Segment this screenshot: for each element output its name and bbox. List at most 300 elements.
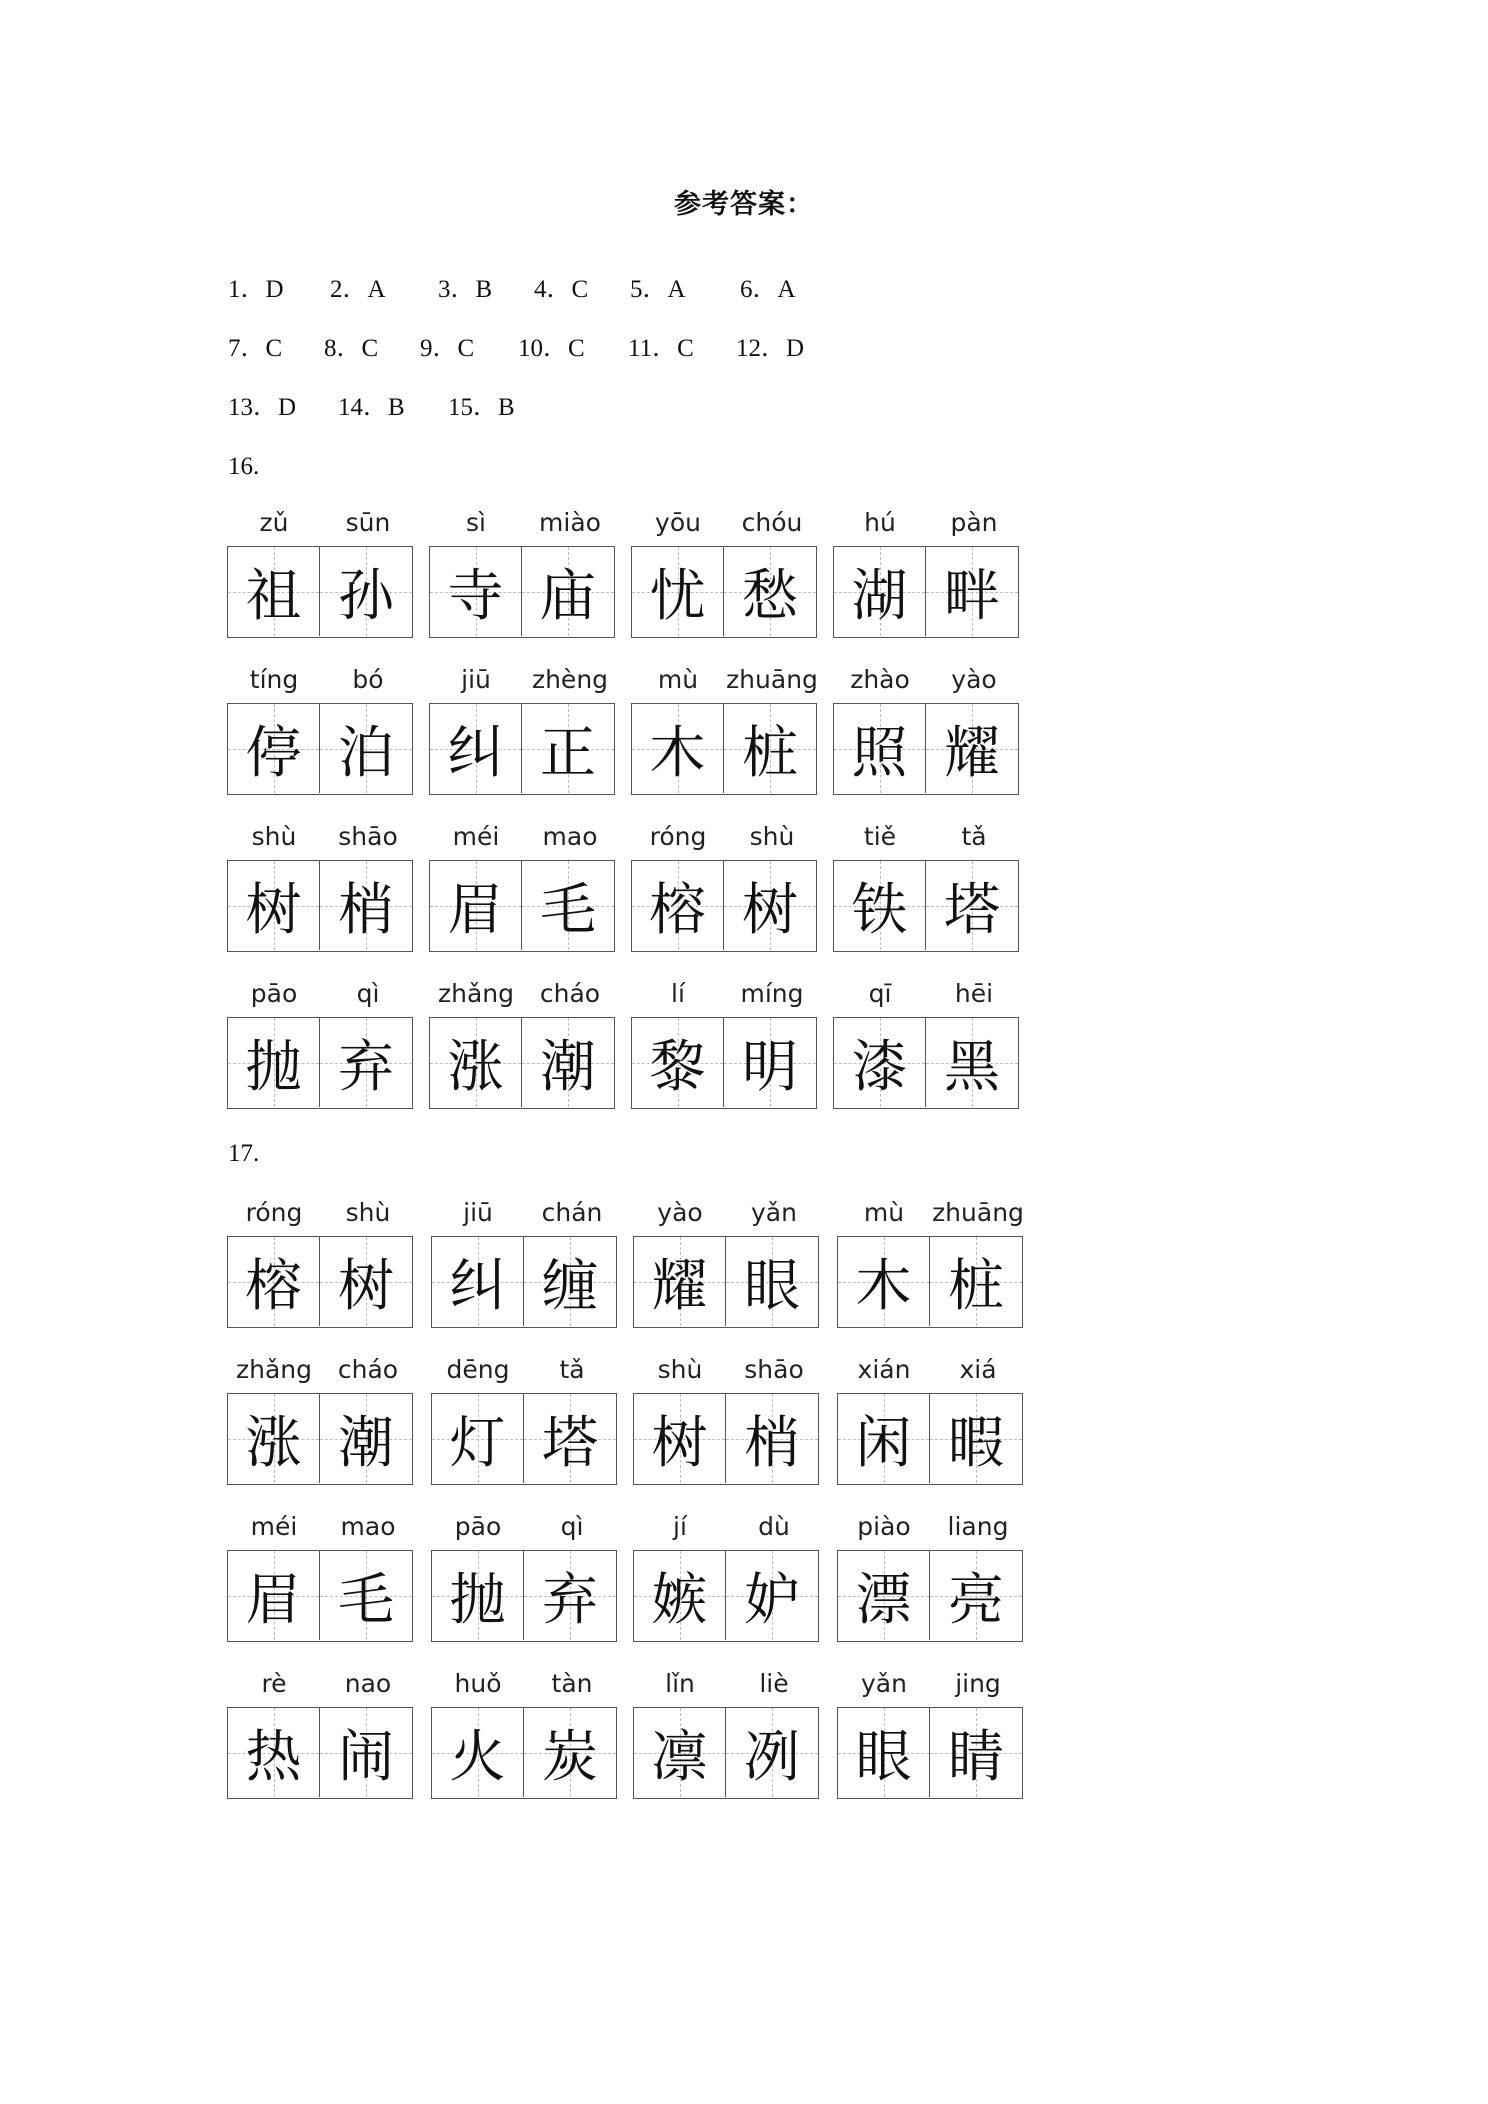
pinyin: hú [864, 508, 896, 537]
grid-cell [926, 704, 1018, 793]
grid-cell [726, 1708, 818, 1797]
pinyin: hēi [954, 979, 994, 1008]
pinyin: zhuāng [726, 665, 818, 694]
grid-cell [632, 547, 724, 636]
hanzi-character: 照 [851, 720, 908, 786]
pinyin: xián [857, 1355, 911, 1384]
tian-grid-box [227, 1550, 413, 1642]
question-17-label: 17. [228, 1140, 260, 1167]
grid-cell [524, 1708, 616, 1797]
grid-cell [320, 1237, 412, 1326]
answer-item: 12．D [736, 335, 805, 362]
grid-cell [634, 1237, 726, 1326]
hanzi-character: 木 [649, 720, 706, 786]
hanzi-character: 火 [449, 1724, 506, 1790]
pinyin: pàn [950, 508, 998, 537]
hanzi-character: 泊 [338, 720, 394, 786]
pinyin-line [837, 1196, 1025, 1230]
hanzi-character: 树 [742, 877, 798, 943]
hanzi-character: 树 [338, 1253, 394, 1319]
answer-item: 5．A [630, 276, 686, 303]
grid-cell [634, 1394, 726, 1483]
grid-cell [930, 1551, 1022, 1640]
grid-cell [930, 1708, 1022, 1797]
hanzi-character: 亮 [948, 1567, 1004, 1633]
tian-grid-box [833, 703, 1019, 795]
word-pair [227, 1196, 415, 1326]
grid-cell [228, 704, 320, 793]
hanzi-character: 妒 [744, 1567, 800, 1633]
hanzi-character: 毛 [338, 1567, 394, 1633]
tian-grid-box [227, 703, 413, 795]
hanzi-character: 弃 [338, 1034, 394, 1100]
word-pair [633, 1196, 821, 1326]
hanzi-character: 毛 [540, 877, 596, 943]
page-title: 参考答案： [674, 189, 814, 220]
word-pair [431, 1196, 619, 1326]
tian-grid-box [431, 1393, 617, 1485]
grid-cell [726, 1551, 818, 1640]
pinyin: chán [541, 1198, 603, 1227]
hanzi-character: 眼 [855, 1724, 912, 1790]
grid-cell [724, 547, 816, 636]
answer-row-1 [228, 270, 796, 310]
pinyin: zhuāng [932, 1198, 1024, 1227]
hanzi-character: 纠 [447, 720, 504, 786]
pinyin-line [429, 977, 617, 1011]
grid-cell [930, 1237, 1022, 1326]
word-pair [833, 663, 1021, 793]
tian-grid-box [633, 1393, 819, 1485]
pinyin: liang [947, 1512, 1009, 1541]
grid-cell [834, 861, 926, 950]
tian-grid-box [227, 860, 413, 952]
hanzi-character: 桩 [742, 720, 798, 786]
hanzi-character: 停 [245, 720, 302, 786]
grid-cell [838, 1394, 930, 1483]
word-pair [837, 1667, 1025, 1797]
pinyin-line [227, 663, 415, 697]
hanzi-character: 漂 [855, 1567, 912, 1633]
answer-item: 8．C [324, 335, 379, 362]
pinyin-line [837, 1667, 1025, 1701]
grid-cell [430, 1018, 522, 1107]
hanzi-character: 闲 [855, 1410, 912, 1476]
hanzi-character: 寺 [447, 563, 504, 629]
tian-grid-box [431, 1236, 617, 1328]
grid-cell [320, 1708, 412, 1797]
pinyin: róng [649, 822, 707, 851]
pinyin: shù [345, 1198, 391, 1227]
tian-grid-box [833, 1017, 1019, 1109]
answer-item: 3．B [438, 276, 493, 303]
hanzi-character: 明 [742, 1034, 798, 1100]
hanzi-character: 榕 [245, 1253, 302, 1319]
hanzi-character: 缠 [542, 1253, 598, 1319]
word-row [227, 1353, 1067, 1483]
pinyin-line [227, 977, 415, 1011]
pinyin: lí [671, 979, 685, 1008]
tian-grid-box [837, 1393, 1023, 1485]
grid-cell [726, 1237, 818, 1326]
pinyin: bó [352, 665, 384, 694]
hanzi-character: 冽 [744, 1724, 800, 1790]
pinyin-line [631, 663, 819, 697]
grid-cell [632, 1018, 724, 1107]
hanzi-character: 凛 [651, 1724, 708, 1790]
grid-cell [726, 1394, 818, 1483]
hanzi-character: 耀 [944, 720, 1000, 786]
pinyin: qì [356, 979, 380, 1008]
pinyin-line [429, 506, 617, 540]
pinyin: pāo [250, 979, 298, 1008]
hanzi-character: 睛 [948, 1724, 1004, 1790]
pinyin: sūn [345, 508, 391, 537]
hanzi-character: 潮 [338, 1410, 394, 1476]
hanzi-character: 闹 [338, 1724, 394, 1790]
tian-grid-box [833, 860, 1019, 952]
hanzi-character: 畔 [944, 563, 1000, 629]
pinyin: méi [250, 1512, 298, 1541]
grid-cell [522, 861, 614, 950]
answer-item: 15．B [448, 394, 515, 421]
pinyin: qī [868, 979, 892, 1008]
pinyin-line [429, 663, 617, 697]
word-pair [429, 663, 617, 793]
pinyin: miào [539, 508, 601, 537]
pinyin: pāo [454, 1512, 502, 1541]
pinyin-line [631, 820, 819, 854]
pinyin-line [227, 1353, 415, 1387]
pinyin: huǒ [454, 1669, 502, 1698]
answer-item: 10．C [518, 335, 585, 362]
answer-item: 7．C [228, 335, 283, 362]
answer-row-2 [228, 329, 804, 369]
pinyin: sì [466, 508, 486, 537]
word-pair [431, 1510, 619, 1640]
grid-cell [522, 547, 614, 636]
pinyin-line [227, 506, 415, 540]
grid-cell [834, 1018, 926, 1107]
answer-item: 11．C [628, 335, 694, 362]
hanzi-character: 黎 [649, 1034, 706, 1100]
pinyin-line [833, 663, 1021, 697]
grid-cell [320, 861, 412, 950]
word-row [227, 1196, 1067, 1326]
pinyin: tiě [863, 822, 897, 851]
grid-cell [228, 1708, 320, 1797]
hanzi-character: 眉 [447, 877, 504, 943]
grid-cell [524, 1551, 616, 1640]
pinyin: zhǎng [437, 979, 514, 1008]
hanzi-character: 炭 [542, 1724, 598, 1790]
pinyin-line [631, 506, 819, 540]
answer-item: 1．D [228, 276, 284, 303]
pinyin: jiū [461, 665, 491, 694]
grid-cell [524, 1237, 616, 1326]
hanzi-character: 热 [245, 1724, 302, 1790]
tian-grid-box [429, 703, 615, 795]
grid-cell [432, 1237, 524, 1326]
pinyin-line [631, 977, 819, 1011]
grid-cell [432, 1394, 524, 1483]
pinyin: zhǎng [235, 1355, 312, 1384]
hanzi-character: 弃 [542, 1567, 598, 1633]
pinyin-line [227, 1510, 415, 1544]
hanzi-character: 潮 [540, 1034, 596, 1100]
tian-grid-box [631, 546, 817, 638]
question-16-label: 16. [228, 453, 260, 480]
hanzi-character: 漆 [851, 1034, 908, 1100]
hanzi-character: 暇 [948, 1410, 1004, 1476]
hanzi-character: 黑 [944, 1034, 1000, 1100]
grid-cell [634, 1708, 726, 1797]
word-pair [633, 1667, 821, 1797]
tian-grid-box [631, 703, 817, 795]
hanzi-character: 抛 [245, 1034, 302, 1100]
pinyin-line [833, 977, 1021, 1011]
hanzi-character: 愁 [742, 563, 798, 629]
pinyin: dēng [446, 1355, 510, 1384]
pinyin: nao [344, 1669, 392, 1698]
grid-cell [430, 547, 522, 636]
grid-cell [320, 1394, 412, 1483]
grid-cell [320, 1551, 412, 1640]
hanzi-character: 梢 [744, 1410, 800, 1476]
tian-grid-box [633, 1707, 819, 1799]
pinyin: shù [749, 822, 795, 851]
grid-cell [834, 704, 926, 793]
pinyin: yǎn [751, 1198, 797, 1227]
word-pair [227, 1353, 415, 1483]
grid-cell [834, 547, 926, 636]
tian-grid-box [227, 1707, 413, 1799]
word-row [227, 977, 1067, 1107]
hanzi-character: 树 [651, 1410, 708, 1476]
word-pair [833, 977, 1021, 1107]
word-pair [227, 506, 415, 636]
pinyin: yào [657, 1198, 703, 1227]
tian-grid-box [431, 1707, 617, 1799]
word-pair [633, 1353, 821, 1483]
word-pair [631, 663, 819, 793]
hanzi-character: 塔 [944, 877, 1000, 943]
tian-grid-box [431, 1550, 617, 1642]
tian-grid-box [429, 546, 615, 638]
pinyin: jing [955, 1669, 1001, 1698]
grid-cell [320, 1018, 412, 1107]
tian-grid-box [227, 546, 413, 638]
grid-cell [228, 1237, 320, 1326]
grid-cell [522, 704, 614, 793]
word-pair [227, 663, 415, 793]
pinyin: yōu [655, 508, 701, 537]
grid-cell [228, 1551, 320, 1640]
hanzi-character: 嫉 [651, 1567, 708, 1633]
tian-grid-box [631, 860, 817, 952]
word-pair [227, 977, 415, 1107]
hanzi-character: 涨 [447, 1034, 504, 1100]
tian-grid-box [833, 546, 1019, 638]
pinyin: rè [261, 1669, 287, 1698]
word-pair [429, 820, 617, 950]
pinyin: mao [542, 822, 598, 851]
grid-cell [724, 1018, 816, 1107]
pinyin: zhào [850, 665, 910, 694]
pinyin: róng [245, 1198, 303, 1227]
pinyin: mù [863, 1198, 905, 1227]
tian-grid-box [429, 1017, 615, 1109]
hanzi-character: 湖 [851, 563, 908, 629]
word-pair [227, 820, 415, 950]
grid-cell [228, 1018, 320, 1107]
grid-cell [228, 1394, 320, 1483]
pinyin-line [431, 1510, 619, 1544]
pinyin: shù [251, 822, 297, 851]
pinyin: cháo [337, 1355, 399, 1384]
grid-cell [320, 704, 412, 793]
pinyin-line [227, 1196, 415, 1230]
pinyin-line [429, 820, 617, 854]
hanzi-character: 灯 [449, 1410, 506, 1476]
pinyin: shù [657, 1355, 703, 1384]
hanzi-character: 眼 [744, 1253, 800, 1319]
hanzi-character: 树 [245, 877, 302, 943]
pinyin: liè [759, 1669, 789, 1698]
pinyin: tǎ [961, 822, 987, 851]
hanzi-character: 庙 [540, 563, 596, 629]
word-pair [837, 1196, 1025, 1326]
pinyin-line [833, 820, 1021, 854]
tian-grid-box [633, 1550, 819, 1642]
pinyin-line [227, 820, 415, 854]
pinyin: yào [951, 665, 997, 694]
grid-cell [430, 861, 522, 950]
pinyin-line [633, 1353, 821, 1387]
word-row [227, 1667, 1067, 1797]
pinyin: mù [657, 665, 699, 694]
grid-cell [838, 1551, 930, 1640]
word-pair [227, 1510, 415, 1640]
hanzi-character: 孙 [338, 563, 394, 629]
word-row [227, 663, 1067, 793]
grid-cell [228, 547, 320, 636]
hanzi-character: 忧 [649, 563, 706, 629]
pinyin: piào [857, 1512, 911, 1541]
word-pair [833, 506, 1021, 636]
word-pair [631, 820, 819, 950]
pinyin-line [431, 1353, 619, 1387]
pinyin: tàn [551, 1669, 593, 1698]
tian-grid-box [227, 1236, 413, 1328]
pinyin: tíng [249, 665, 299, 694]
word-pair [227, 1667, 415, 1797]
pinyin-line [633, 1196, 821, 1230]
hanzi-character: 祖 [245, 563, 302, 629]
pinyin: míng [740, 979, 804, 1008]
grid-cell [634, 1551, 726, 1640]
grid-cell [524, 1394, 616, 1483]
pinyin-line [431, 1667, 619, 1701]
grid-cell [432, 1708, 524, 1797]
hanzi-character: 梢 [338, 877, 394, 943]
pinyin: xiá [959, 1355, 997, 1384]
grid-cell [432, 1551, 524, 1640]
pinyin: chóu [741, 508, 803, 537]
hanzi-character: 木 [855, 1253, 912, 1319]
grid-cell [724, 861, 816, 950]
grid-cell [228, 861, 320, 950]
word-pair [431, 1353, 619, 1483]
word-pair [429, 506, 617, 636]
pinyin: jiū [463, 1198, 493, 1227]
grid-cell [926, 1018, 1018, 1107]
grid-cell [632, 861, 724, 950]
answer-row-3 [228, 388, 515, 428]
pinyin: méi [452, 822, 500, 851]
hanzi-character: 眉 [245, 1567, 302, 1633]
hanzi-character: 涨 [245, 1410, 302, 1476]
pinyin-line [633, 1667, 821, 1701]
tian-grid-box [429, 860, 615, 952]
hanzi-character: 铁 [851, 877, 908, 943]
word-pair [837, 1353, 1025, 1483]
tian-grid-box [837, 1236, 1023, 1328]
tian-grid-box [227, 1017, 413, 1109]
word-pair [429, 977, 617, 1107]
pinyin: mao [340, 1512, 396, 1541]
answer-item: 13．D [228, 394, 297, 421]
grid-cell [522, 1018, 614, 1107]
word-pair [631, 506, 819, 636]
tian-grid-box [631, 1017, 817, 1109]
pinyin: lǐn [665, 1669, 695, 1698]
word-pair [837, 1510, 1025, 1640]
answer-item: 6．A [740, 276, 796, 303]
tian-grid-box [227, 1393, 413, 1485]
grid-cell [838, 1237, 930, 1326]
grid-cell [430, 704, 522, 793]
answer-item: 4．C [534, 276, 589, 303]
tian-grid-box [837, 1550, 1023, 1642]
grid-cell [724, 704, 816, 793]
tian-grid-box [837, 1707, 1023, 1799]
hanzi-character: 榕 [649, 877, 706, 943]
tian-grid-box [633, 1236, 819, 1328]
pinyin: shāo [744, 1355, 804, 1384]
hanzi-character: 桩 [948, 1253, 1004, 1319]
hanzi-character: 耀 [651, 1253, 708, 1319]
pinyin: cháo [539, 979, 601, 1008]
pinyin-line [633, 1510, 821, 1544]
hanzi-character: 纠 [449, 1253, 506, 1319]
pinyin: qì [560, 1512, 584, 1541]
word-pair [631, 977, 819, 1107]
pinyin: zhèng [531, 665, 609, 694]
pinyin-line [431, 1196, 619, 1230]
answer-item: 2．A [330, 276, 386, 303]
hanzi-character: 抛 [449, 1567, 506, 1633]
grid-cell [632, 704, 724, 793]
word-pair [833, 820, 1021, 950]
word-row [227, 820, 1067, 950]
pinyin: jí [673, 1512, 687, 1541]
pinyin: dù [758, 1512, 790, 1541]
grid-cell [926, 861, 1018, 950]
word-row [227, 506, 1067, 636]
pinyin: yǎn [861, 1669, 907, 1698]
pinyin: tǎ [559, 1355, 585, 1384]
